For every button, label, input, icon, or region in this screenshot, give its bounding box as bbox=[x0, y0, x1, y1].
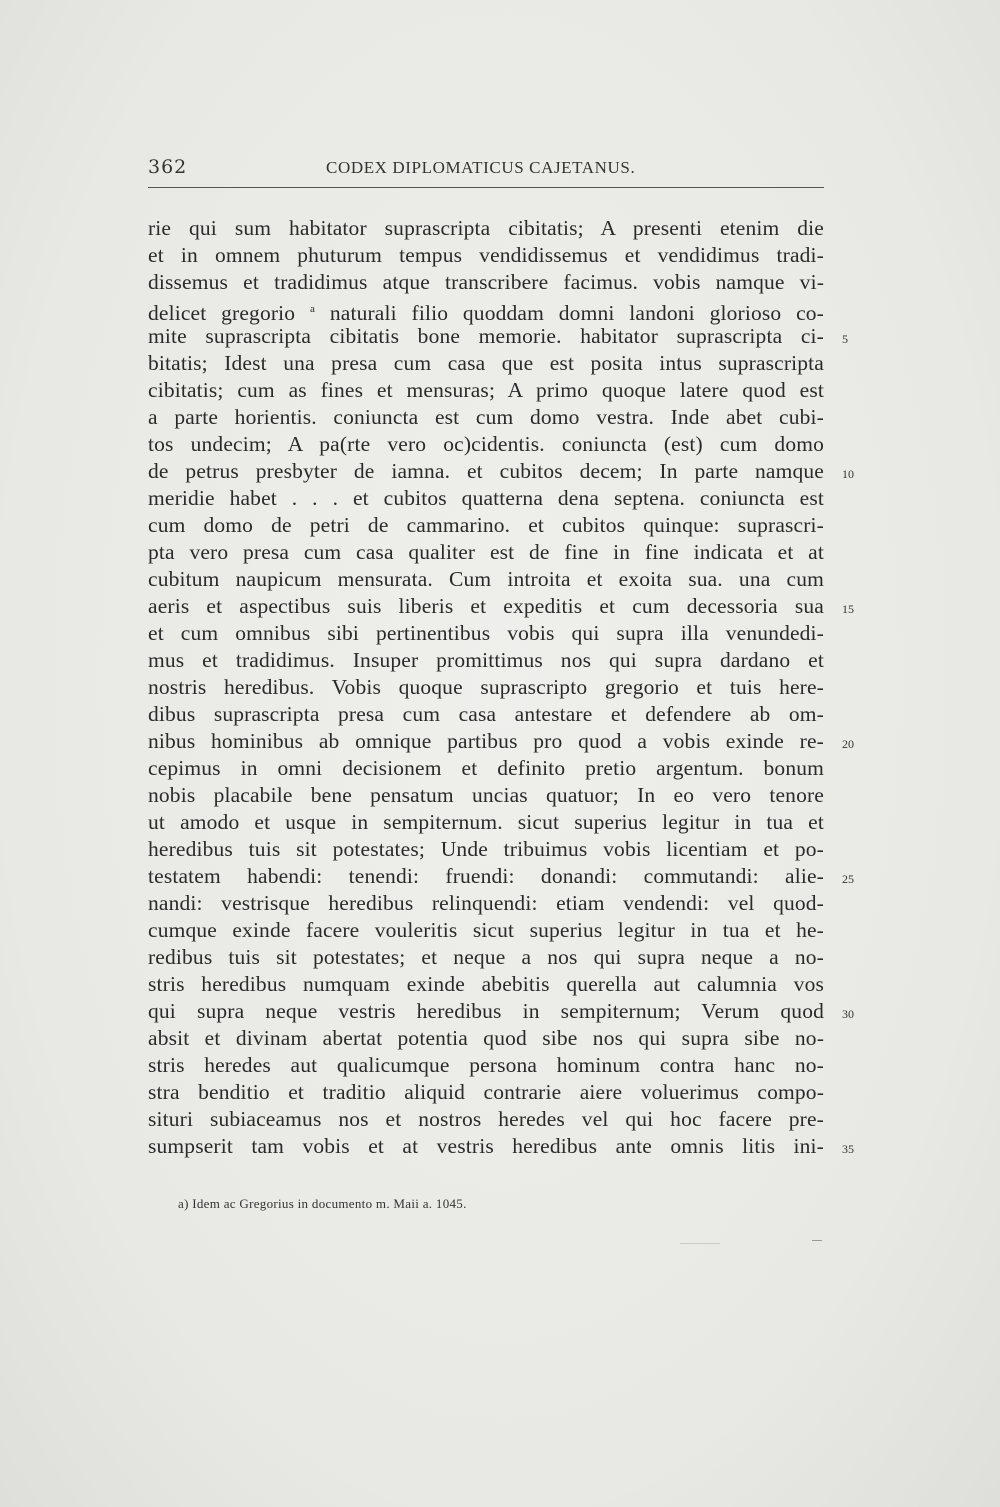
text-fragment: naturali filio quoddam domni landoni glorioso co- bbox=[329, 301, 824, 325]
text-line: testatem habendi: tenendi: fruendi: donandi: commutandi: alie- bbox=[148, 864, 824, 888]
text-line: cumque exinde facere vouleritis sicut superius legitur in tua et he- bbox=[148, 918, 824, 942]
margin-line-number: 25 bbox=[842, 872, 854, 886]
text-line: redibus tuis sit potestates; et neque a nos qui supra neque a no- bbox=[148, 945, 824, 969]
text-line: sumpserit tam vobis et at vestris heredibus ante omnis litis ini- bbox=[148, 1134, 824, 1158]
margin-line-number: 15 bbox=[842, 602, 854, 616]
header-rule bbox=[148, 187, 824, 188]
text-line: nobis placabile bene pensatum uncias quatuor; In eo vero tenore bbox=[148, 783, 824, 807]
text-line: nibus hominibus ab omnique partibus pro quod a vobis exinde re- bbox=[148, 729, 824, 753]
text-line: stra benditio et traditio aliquid contrarie aiere voluerimus compo- bbox=[148, 1080, 824, 1104]
page-header bbox=[148, 156, 824, 186]
text-line: nostris heredibus. Vobis quoque suprascripto gregorio et tuis here- bbox=[148, 675, 824, 699]
text-line: stris heredibus numquam exinde abebitis querella aut calumnia vos bbox=[148, 972, 824, 996]
text-line: cibitatis; cum as fines et mensuras; A primo quoque latere quod est bbox=[148, 378, 824, 402]
margin-line-number: 5 bbox=[842, 332, 848, 346]
text-line: cepimus in omni decisionem et definito pretio argentum. bonum bbox=[148, 756, 824, 780]
margin-line-number: 30 bbox=[842, 1007, 854, 1021]
text-line: a parte horientis. coniuncta est cum domo vestra. Inde abet cubi- bbox=[148, 405, 824, 429]
footnote-marker: a bbox=[310, 303, 316, 315]
text-line: situri subiaceamus nos et nostros heredes vel qui hoc facere pre- bbox=[148, 1107, 824, 1131]
footnote: a) Idem ac Gregorius in documento m. Maii a. 1045. bbox=[178, 1196, 467, 1211]
text-line: mite suprascripta cibitatis bone memorie. habitator suprascripta ci- bbox=[148, 324, 824, 348]
text-line: ut amodo et usque in sempiternum. sicut superius legitur in tua et bbox=[148, 810, 824, 834]
running-title: CODEX DIPLOMATICUS CAJETANUS. bbox=[326, 158, 636, 177]
text-line: absit et divinam abertat potentia quod sibe nos qui supra sibe no- bbox=[148, 1026, 824, 1050]
margin-line-number: 20 bbox=[842, 737, 854, 751]
text-line: mus et tradidimus. Insuper promittimus nos qui supra dardano et bbox=[148, 648, 824, 672]
text-line: et in omnem phuturum tempus vendidissemus et vendidimus tradi- bbox=[148, 243, 824, 267]
text-line: meridie habet . . . et cubitos quatterna dena septena. coniuncta est bbox=[148, 486, 824, 510]
text-line: et cum omnibus sibi pertinentibus vobis qui supra illa venundedi- bbox=[148, 621, 824, 645]
text-line: dibus suprascripta presa cum casa antestare et defendere ab om- bbox=[148, 702, 824, 726]
text-line: cubitum naupicum mensurata. Cum introita et exoita sua. una cum bbox=[148, 567, 824, 591]
margin-line-number: 35 bbox=[842, 1142, 854, 1156]
margin-line-number: 10 bbox=[842, 467, 854, 481]
text-line: stris heredes aut qualicumque persona hominum contra hanc no- bbox=[148, 1053, 824, 1077]
text-line: pta vero presa cum casa qualiter est de fine in fine indicata et at bbox=[148, 540, 824, 564]
page-number: 362 bbox=[148, 156, 188, 178]
text-line: tos undecim; A pa(rte vero oc)cidentis. coniuncta (est) cum domo bbox=[148, 432, 824, 456]
text-line: rie qui sum habitator suprascripta cibitatis; A presenti etenim die bbox=[148, 216, 824, 240]
text-line: de petrus presbyter de iamna. et cubitos decem; In parte namque bbox=[148, 459, 824, 483]
text-line: bitatis; Idest una presa cum casa que est posita intus suprascripta bbox=[148, 351, 824, 375]
text-line: qui supra neque vestris heredibus in sempiternum; Verum quod bbox=[148, 999, 824, 1023]
text-line-with-note bbox=[148, 296, 824, 323]
text-line: aeris et aspectibus suis liberis et expeditis et cum decessoria sua bbox=[148, 594, 824, 618]
text-line: dissemus et tradidimus atque transcribere facimus. vobis namque vi- bbox=[148, 270, 824, 294]
print-smudge bbox=[680, 1243, 720, 1244]
text-line: heredibus tuis sit potestates; Unde tribuimus vobis licentiam et po- bbox=[148, 837, 824, 861]
body-text bbox=[148, 215, 824, 1160]
text-line: nandi: vestrisque heredibus relinquendi: etiam vendendi: vel quod- bbox=[148, 891, 824, 915]
text-fragment: delicet gregorio bbox=[148, 301, 296, 325]
text-line: cum domo de petri de cammarino. et cubitos quinque: suprascri- bbox=[148, 513, 824, 537]
print-smudge bbox=[812, 1240, 822, 1241]
